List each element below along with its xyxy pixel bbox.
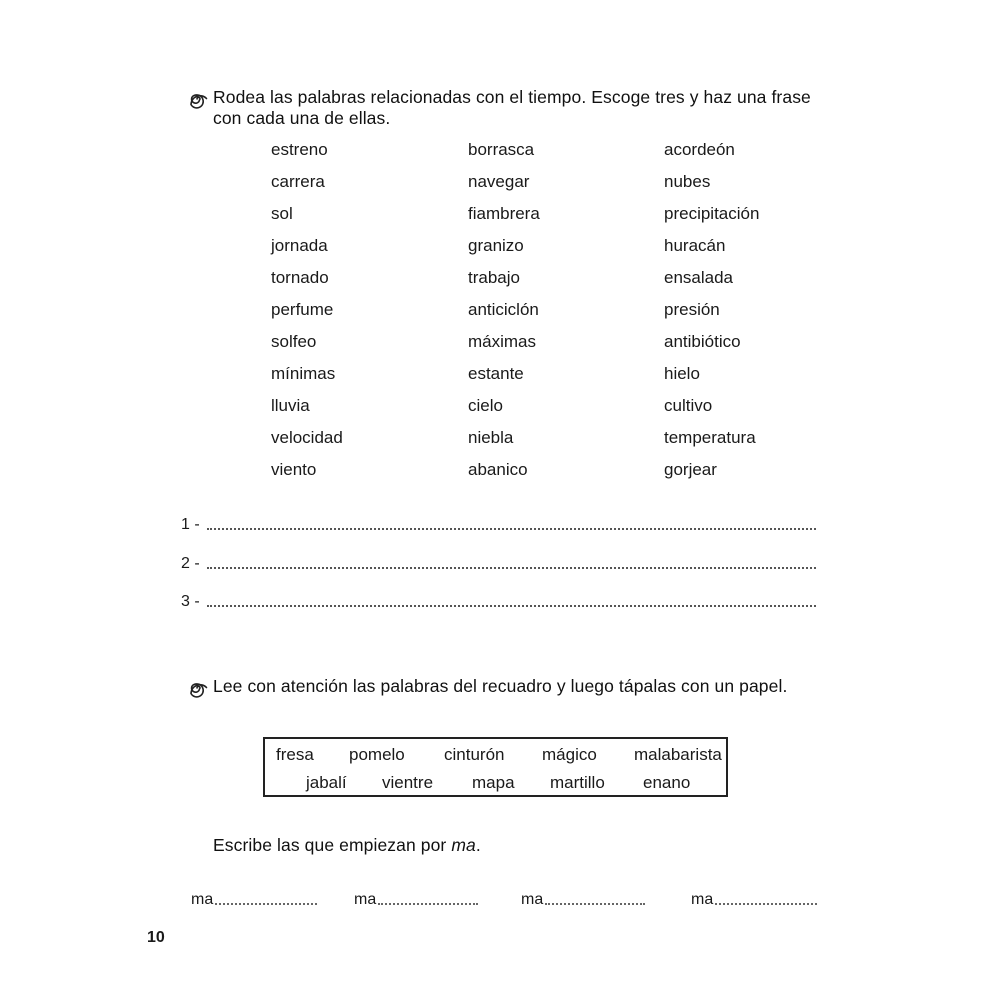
word-box	[263, 737, 728, 797]
word-item[interactable]: acordeón	[664, 140, 735, 159]
ma-answer-2[interactable]	[354, 889, 478, 911]
word-item[interactable]: máximas	[468, 332, 537, 351]
dotted-rule	[378, 903, 478, 905]
box-word: enano	[643, 773, 691, 792]
dotted-rule	[215, 903, 317, 905]
exercise-1-instruction-line-2: con cada una de ellas.	[213, 108, 391, 128]
word-item[interactable]: velocidad	[271, 428, 343, 447]
spiral-icon	[186, 88, 208, 110]
word-item[interactable]: borrasca	[468, 140, 535, 159]
ma-prefix: ma	[521, 891, 544, 908]
ma-answer-4[interactable]	[691, 889, 817, 911]
word-item[interactable]: nubes	[664, 172, 711, 191]
word-item[interactable]: viento	[271, 460, 317, 479]
word-item[interactable]: estreno	[271, 140, 328, 159]
word-item[interactable]: cielo	[468, 396, 503, 415]
box-word: mapa	[472, 773, 515, 792]
word-item[interactable]: precipitación	[664, 204, 760, 223]
box-word: pomelo	[349, 745, 405, 764]
word-item[interactable]: cultivo	[664, 396, 713, 415]
word-item[interactable]: antibiótico	[664, 332, 741, 351]
answer-number: 1 -	[181, 516, 200, 533]
answer-number: 2 -	[181, 555, 200, 572]
ma-answer-3[interactable]	[521, 889, 645, 911]
exercise-2-instruction: Lee con atención las palabras del recuadro y luego tápalas con un papel.	[213, 676, 788, 696]
word-item[interactable]: abanico	[468, 460, 528, 479]
box-word: jabalí	[306, 773, 347, 792]
exercise-1-instruction-line-1: Rodea las palabras relacionadas con el tiempo. Escoge tres y haz una frase	[213, 87, 811, 107]
box-word: cinturón	[444, 745, 505, 764]
word-item[interactable]: carrera	[271, 172, 325, 191]
subinstruction-emphasis: ma	[451, 835, 476, 855]
word-item[interactable]: anticiclón	[468, 300, 539, 319]
word-item[interactable]: tornado	[271, 268, 329, 287]
word-item[interactable]: ensalada	[664, 268, 734, 287]
word-item[interactable]: gorjear	[664, 460, 717, 479]
box-word: fresa	[276, 745, 314, 764]
word-item[interactable]: granizo	[468, 236, 524, 255]
box-word: mágico	[542, 745, 597, 764]
dotted-rule	[545, 903, 645, 905]
word-item[interactable]: mínimas	[271, 364, 336, 383]
answer-number: 3 -	[181, 593, 200, 610]
dotted-rule	[207, 528, 816, 530]
ma-prefix: ma	[191, 891, 214, 908]
ma-prefix: ma	[354, 891, 377, 908]
subinstruction-prefix: Escribe las que empiezan por	[213, 835, 452, 855]
answer-line-3[interactable]	[181, 592, 816, 612]
dotted-rule	[207, 567, 816, 569]
word-item[interactable]: perfume	[271, 300, 334, 319]
box-word: malabarista	[634, 745, 722, 764]
word-item[interactable]: navegar	[468, 172, 530, 191]
word-item[interactable]: solfeo	[271, 332, 317, 351]
dotted-rule	[715, 903, 817, 905]
dotted-rule	[207, 605, 816, 607]
word-item[interactable]: estante	[468, 364, 524, 383]
spiral-icon	[186, 677, 208, 699]
word-item[interactable]: huracán	[664, 236, 726, 255]
subinstruction-suffix: .	[475, 835, 481, 855]
exercise-2-subinstruction	[213, 835, 481, 856]
word-item[interactable]: fiambrera	[468, 204, 540, 223]
word-item[interactable]: jornada	[271, 236, 328, 255]
word-item[interactable]: lluvia	[271, 396, 310, 415]
word-item[interactable]: temperatura	[664, 428, 756, 447]
word-item[interactable]: hielo	[664, 364, 700, 383]
box-word: vientre	[382, 773, 434, 792]
word-item[interactable]: presión	[664, 300, 720, 319]
page-number: 10	[147, 929, 165, 946]
box-word: martillo	[550, 773, 605, 792]
answer-line-2[interactable]	[181, 554, 816, 574]
ma-answer-1[interactable]	[191, 889, 317, 911]
answer-line-1[interactable]	[181, 515, 816, 535]
ma-prefix: ma	[691, 891, 714, 908]
word-item[interactable]: trabajo	[468, 268, 520, 287]
word-item[interactable]: sol	[271, 204, 293, 223]
word-item[interactable]: niebla	[468, 428, 514, 447]
